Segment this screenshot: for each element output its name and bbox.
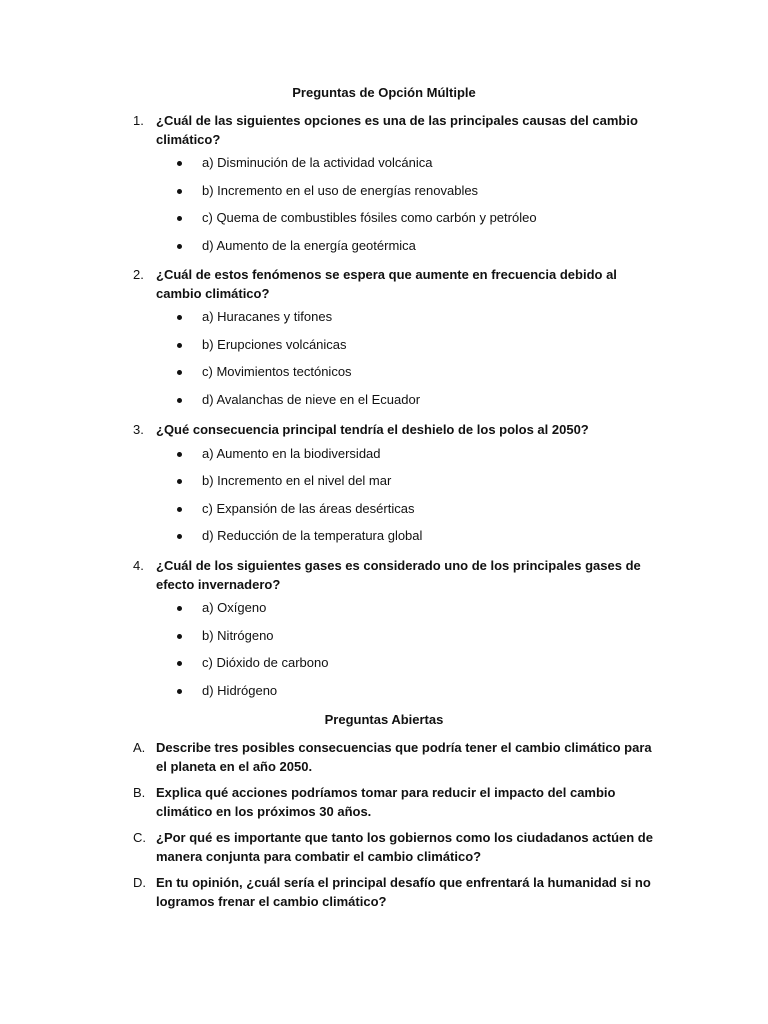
question-number: 4.	[133, 558, 144, 573]
bullet-icon	[177, 534, 182, 539]
open-questions-title: Preguntas Abiertas	[324, 712, 444, 727]
question-text: ¿Por qué es importante que tanto los gobiernos como los ciudadanos actúen de manera conjunta para combatir el cambio climático?	[156, 830, 653, 864]
bullet-icon	[177, 507, 182, 512]
option-text: a) Disminución de la actividad volcánica	[202, 155, 433, 170]
bullet-icon	[177, 634, 182, 639]
option-text: a) Huracanes y tifones	[202, 309, 333, 324]
option-item	[177, 391, 653, 422]
option-list	[133, 311, 653, 421]
option-item	[177, 366, 653, 394]
bullet-icon	[177, 189, 182, 194]
open-question-d	[133, 874, 653, 911]
question-text: ¿Qué consecuencia principal tendría el deshielo de los polos al 2050?	[156, 422, 589, 437]
option-item	[177, 500, 653, 531]
option-item	[177, 475, 653, 503]
question-letter: D.	[133, 875, 146, 890]
bullet-icon	[177, 479, 182, 484]
mc-question-4	[133, 557, 653, 712]
option-text: b) Incremento en el nivel del mar	[202, 473, 392, 488]
question-text: En tu opinión, ¿cuál sería el principal desafío que enfrentará la humanidad si no logramos frenar el cambio climático?	[156, 875, 651, 909]
option-item	[177, 237, 653, 268]
option-item	[177, 157, 653, 185]
bullet-icon	[177, 315, 182, 320]
open-question-b	[133, 784, 653, 821]
bullet-icon	[177, 398, 182, 403]
question-text: ¿Cuál de estos fenómenos se espera que aumente en frecuencia debido al cambio climático?	[156, 267, 617, 301]
question-number: 1.	[133, 113, 144, 128]
open-question-c	[133, 829, 653, 866]
question-text: Describe tres posibles consecuencias que podría tener el cambio climático para el planeta en el año 2050.	[156, 740, 652, 774]
option-item	[177, 336, 653, 367]
question-text: ¿Cuál de los siguientes gases es considerado uno de los principales gases de efecto invernadero?	[156, 558, 641, 592]
question-letter: C.	[133, 830, 146, 845]
option-text: c) Dióxido de carbono	[202, 655, 329, 670]
option-item	[177, 311, 653, 339]
multiple-choice-title: Preguntas de Opción Múltiple	[292, 85, 476, 100]
option-item	[177, 182, 653, 213]
bullet-icon	[177, 370, 182, 375]
option-text: d) Hidrógeno	[202, 682, 278, 698]
option-item	[177, 212, 653, 240]
option-text: d) Aumento de la energía geotérmica	[202, 237, 416, 253]
option-item	[177, 530, 653, 558]
option-item	[177, 682, 653, 713]
question-number: 2.	[133, 267, 144, 282]
bullet-icon	[177, 343, 182, 348]
option-text: c) Quema de combustibles fósiles como carbón y petróleo	[202, 210, 537, 225]
option-item	[177, 445, 653, 476]
option-item	[177, 602, 653, 630]
bullet-icon	[177, 661, 182, 666]
question-text: ¿Cuál de las siguientes opciones es una de las principales causas del cambio climático?	[156, 113, 638, 147]
option-text: b) Incremento en el uso de energías renovables	[202, 182, 479, 198]
mc-question-1	[133, 112, 653, 267]
bullet-icon	[177, 606, 182, 611]
option-item	[177, 657, 653, 685]
option-text: d) Reducción de la temperatura global	[202, 528, 423, 543]
question-letter: B.	[133, 785, 146, 800]
option-list	[133, 157, 653, 267]
option-text: c) Movimientos tectónicos	[202, 364, 352, 379]
mc-question-3	[133, 421, 653, 558]
option-list	[133, 445, 653, 558]
option-text: b) Nitrógeno	[202, 627, 274, 643]
option-text: a) Aumento en la biodiversidad	[202, 445, 381, 461]
question-text: Explica qué acciones podríamos tomar para reducir el impacto del cambio climático en los próximos 30 años.	[156, 785, 616, 819]
open-question-a	[133, 739, 653, 776]
bullet-icon	[177, 216, 182, 221]
question-number: 3.	[133, 422, 144, 437]
bullet-icon	[177, 452, 182, 457]
option-text: d) Avalanchas de nieve en el Ecuador	[202, 391, 421, 407]
option-text: c) Expansión de las áreas desérticas	[202, 500, 415, 516]
option-text: a) Oxígeno	[202, 600, 267, 615]
option-item	[177, 627, 653, 658]
bullet-icon	[177, 689, 182, 694]
bullet-icon	[177, 161, 182, 166]
question-letter: A.	[133, 740, 146, 755]
option-list	[133, 602, 653, 712]
bullet-icon	[177, 244, 182, 249]
mc-question-2	[133, 266, 653, 421]
option-text: b) Erupciones volcánicas	[202, 336, 347, 352]
